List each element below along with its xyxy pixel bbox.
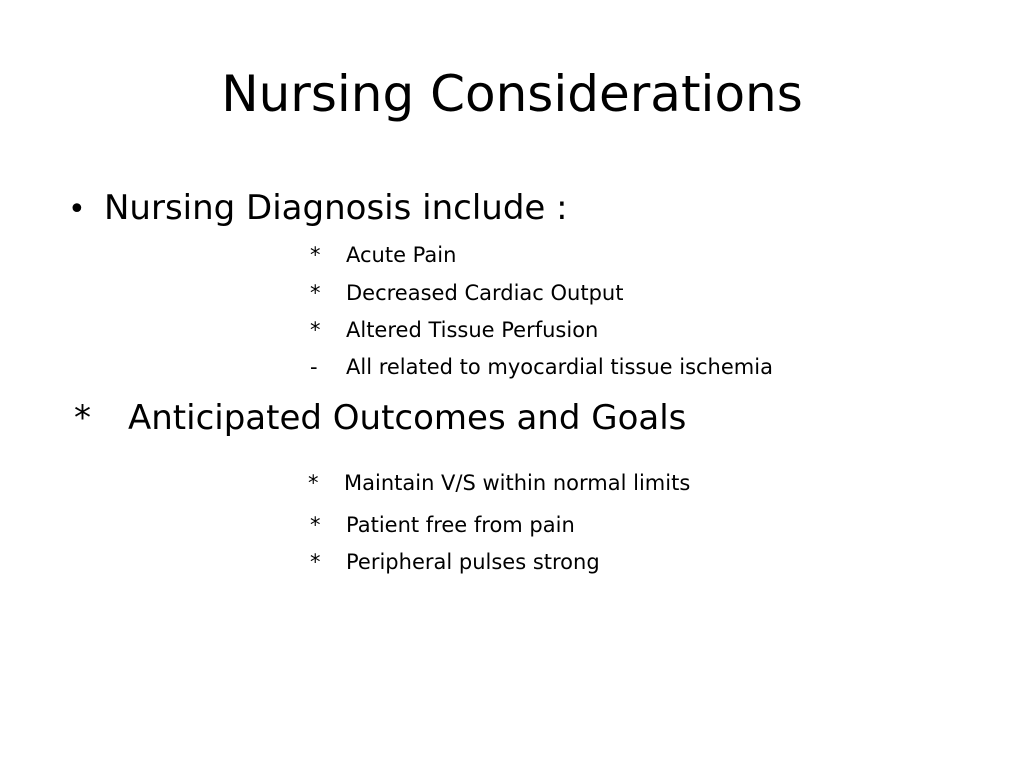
list-item-text: Maintain V/S within normal limits [344, 471, 691, 495]
section-diagnosis-heading-row [68, 186, 568, 232]
list-item-text: Acute Pain [346, 243, 457, 267]
list-item-text: Decreased Cardiac Output [346, 281, 624, 305]
bullet-dot: • [68, 192, 86, 227]
section-outcomes-heading: Anticipated Outcomes and Goals [128, 398, 687, 438]
section-diagnosis-heading: Nursing Diagnosis include : [104, 188, 568, 228]
list-marker: * [310, 318, 321, 342]
list-marker: * [310, 281, 321, 305]
list-item-text: All related to myocardial tissue ischemia [346, 355, 773, 379]
list-marker: * [310, 513, 321, 537]
list-item [310, 278, 623, 308]
list-item-text: Peripheral pulses strong [346, 550, 600, 574]
list-item [310, 352, 773, 382]
section-outcomes-heading-row [74, 396, 686, 440]
list-item [310, 315, 598, 345]
list-marker: * [310, 243, 321, 267]
list-item-text: Patient free from pain [346, 513, 575, 537]
list-marker: * [308, 471, 319, 495]
list-marker: * [310, 550, 321, 574]
list-item [308, 468, 690, 498]
section-marker: * [74, 398, 91, 438]
list-item [310, 547, 600, 577]
slide-title: Nursing Considerations [221, 65, 803, 123]
list-marker: - [310, 355, 318, 379]
list-item [310, 510, 575, 540]
list-item-text: Altered Tissue Perfusion [346, 318, 599, 342]
list-item [310, 240, 456, 270]
